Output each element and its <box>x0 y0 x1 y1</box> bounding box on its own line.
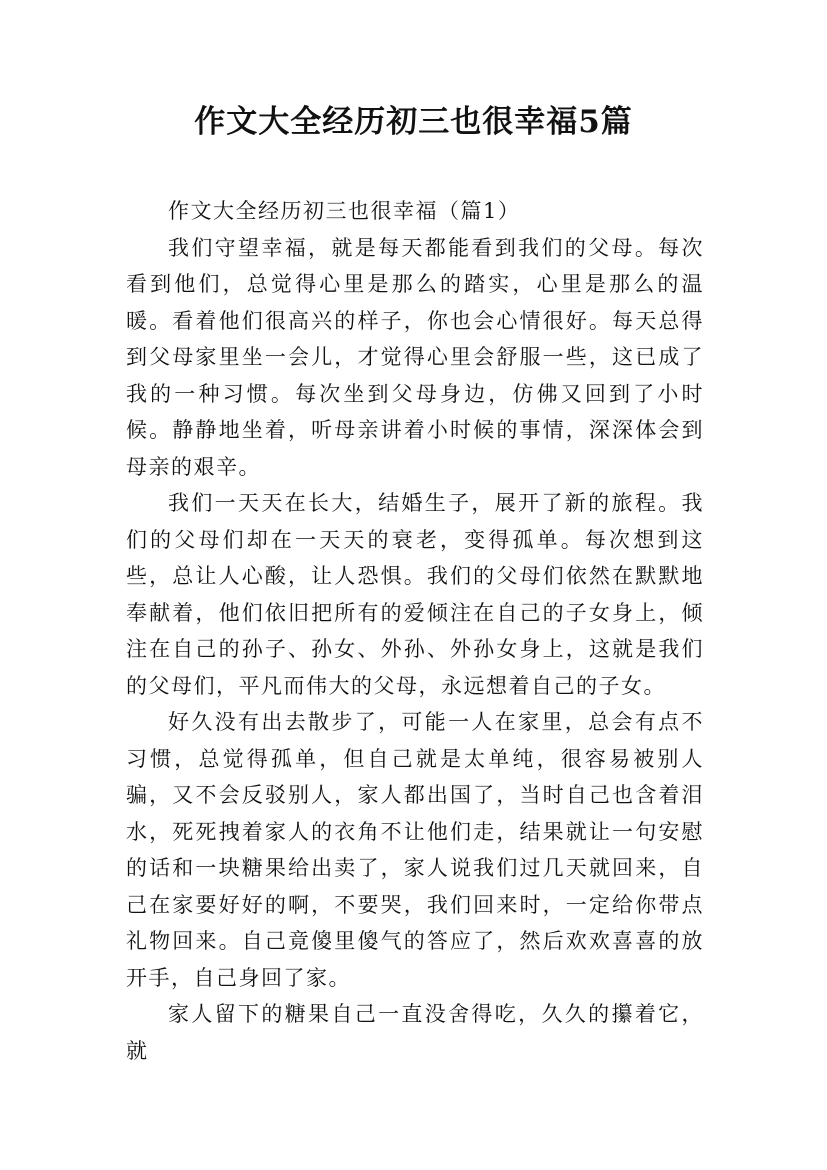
paragraph: 我们守望幸福，就是每天都能看到我们的父母。每次看到他们，总觉得心里是那么的踏实，心里是那么的温暖。看着他们很高兴的样子，你也会心情很好。每天总得到父母家里坐一会儿，才觉得心里会舒服一些，这已成了我的一种习惯。每次坐到父母身边，仿佛又回到了小时候。静静地坐着，听母亲讲着小时候的事情，深深体会到母亲的艰辛。 <box>126 235 704 479</box>
section-heading: 作文大全经历初三也很幸福（篇1） <box>168 199 521 223</box>
paragraph: 家人留下的糖果自己一直没舍得吃，久久的攥着它，就 <box>126 1002 704 1063</box>
paragraph: 好久没有出去散步了，可能一人在家里，总会有点不习惯，总觉得孤单，但自己就是太单纯，很容易被别人骗，又不会反驳别人，家人都出国了，当时自己也含着泪水，死死拽着家人的衣角不让他们走，结果就让一句安慰的话和一块糖果给出卖了，家人说我们过几天就回来，自己在家要好好的啊，不要哭，我们回来时，一定给你带点礼物回来。自己竟傻里傻气的答应了，然后欢欢喜喜的放开手，自己身回了家。 <box>126 710 704 990</box>
paragraph: 我们一天天在长大，结婚生子，展开了新的旅程。我们的父母们却在一天天的衰老，变得孤单。每次想到这些，总让人心酸，让人恐惧。我们的父母们依然在默默地奉献着，他们依旧把所有的爱倾注在自己的子女身上，倾注在自己的孙子、孙女、外孙、外孙女身上，这就是我们的父母们，平凡而伟大的父母，永远想着自己的子女。 <box>126 491 704 698</box>
document-title: 作文大全经历初三也很幸福5篇 <box>194 104 633 140</box>
document-body <box>126 193 704 1069</box>
